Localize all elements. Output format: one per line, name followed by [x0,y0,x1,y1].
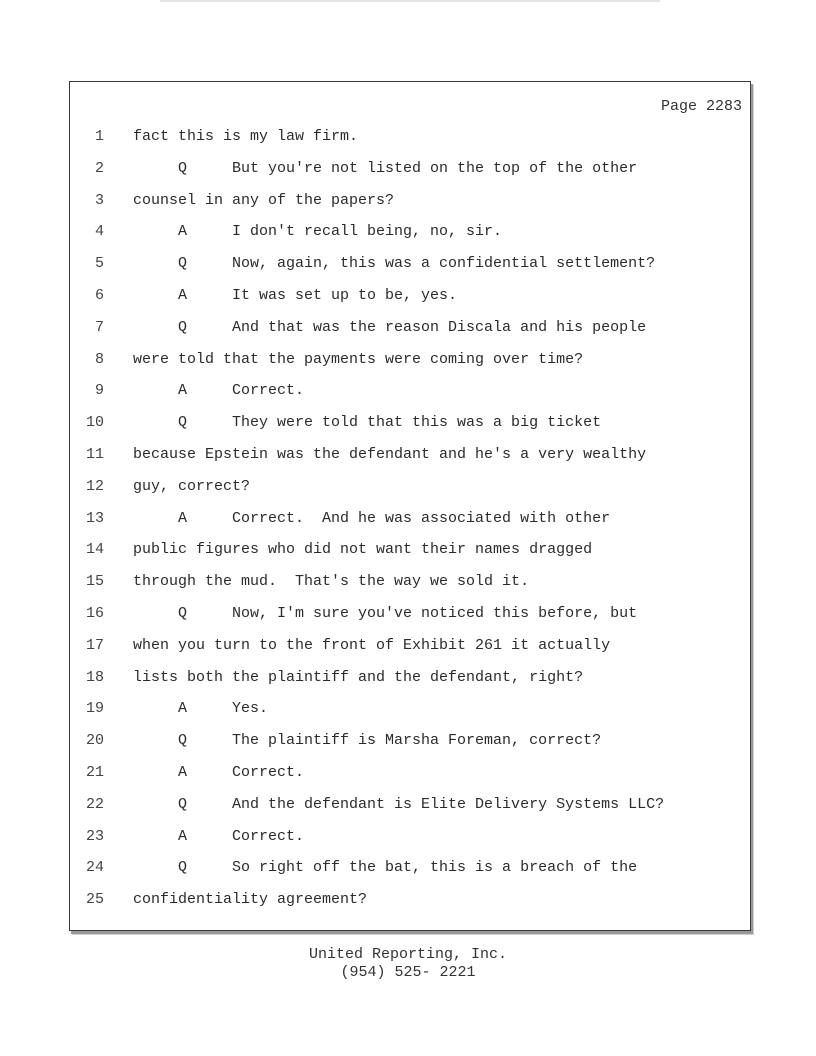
line-text: Q And the defendant is Elite Delivery Systems LLC? [133,795,665,813]
transcript-page-frame [69,81,751,931]
line-number: 20 [85,732,104,750]
transcript-line [70,853,750,883]
transcript-line [70,663,750,693]
line-text: confidentiality agreement? [133,891,368,909]
transcript-line [70,281,750,311]
transcript-line [70,822,750,852]
line-number: 22 [85,795,104,813]
line-number: 19 [85,700,104,718]
transcript-line [70,758,750,788]
transcript-line [70,154,750,184]
line-text: A Correct. And he was associated with other [133,509,611,527]
line-text: fact this is my law firm. [133,128,359,145]
line-text: Q The plaintiff is Marsha Foreman, correct? [133,732,602,750]
transcript-line [70,249,750,279]
line-text: counsel in any of the papers? [133,191,395,209]
transcript-line [70,599,750,629]
line-number: 23 [85,827,104,845]
top-scan-rule [160,0,660,2]
line-number: 15 [85,573,104,591]
line-number: 1 [94,128,104,145]
line-text: Q Now, I'm sure you've noticed this before, but [133,605,638,622]
line-text: A Yes. [133,700,269,718]
line-text: were told that the payments were coming over time? [133,350,584,368]
line-number: 11 [85,446,104,463]
line-text: A It was set up to be, yes. [133,287,458,304]
transcript-line [70,472,750,502]
line-text: Q So right off the bat, this is a breach of the [133,859,638,877]
line-number: 18 [85,668,104,686]
transcript-line [70,440,750,470]
line-number: 7 [94,318,104,336]
line-text: when you turn to the front of Exhibit 261 it actually [133,636,611,654]
line-number: 3 [94,191,104,209]
footer-company: United Reporting, Inc. [308,946,508,963]
line-number: 17 [85,636,104,654]
line-text: A Correct. [133,382,305,400]
line-text: through the mud. That's the way we sold it. [133,573,530,591]
line-number: 12 [85,477,104,495]
line-number: 16 [85,605,104,622]
transcript-line [70,186,750,216]
line-number: 4 [94,223,104,241]
line-number: 13 [85,509,104,527]
line-text: Q And that was the reason Discala and his people [133,318,647,336]
transcript-line [70,408,750,438]
transcript-line [70,790,750,820]
line-text: A Correct. [133,827,305,845]
line-text: lists both the plaintiff and the defendant, right? [133,668,584,686]
transcript-line [70,313,750,343]
line-text: A I don't recall being, no, sir. [133,223,503,241]
line-number: 6 [94,287,104,304]
line-text: guy, correct? [133,477,251,495]
line-number: 8 [94,350,104,368]
line-number: 9 [94,382,104,400]
footer-phone: (954) 525- 2221 [340,964,476,981]
line-text: because Epstein was the defendant and he's a very wealthy [133,446,647,463]
transcript-line [70,567,750,597]
transcript-line [70,726,750,756]
line-text: Q Now, again, this was a confidential settlement? [133,255,656,273]
line-text: Q They were told that this was a big ticket [133,414,602,432]
transcript-line [70,504,750,534]
line-text: Q But you're not listed on the top of the other [133,159,638,177]
line-number: 14 [85,541,104,559]
transcript-line [70,694,750,724]
line-text: public figures who did not want their names dragged [133,541,593,559]
line-number: 24 [85,859,104,877]
page-number: Page 2283 [660,98,742,115]
line-number: 25 [85,891,104,909]
line-number: 21 [85,764,104,781]
line-number: 10 [85,414,104,432]
transcript-line [70,122,750,152]
line-number: 5 [94,255,104,273]
transcript-line [70,345,750,375]
line-number: 2 [94,159,104,177]
transcript-line [70,885,750,915]
transcript-line [70,217,750,247]
line-text: A Correct. [133,764,305,781]
transcript-line [70,376,750,406]
transcript-line [70,631,750,661]
transcript-line [70,535,750,565]
